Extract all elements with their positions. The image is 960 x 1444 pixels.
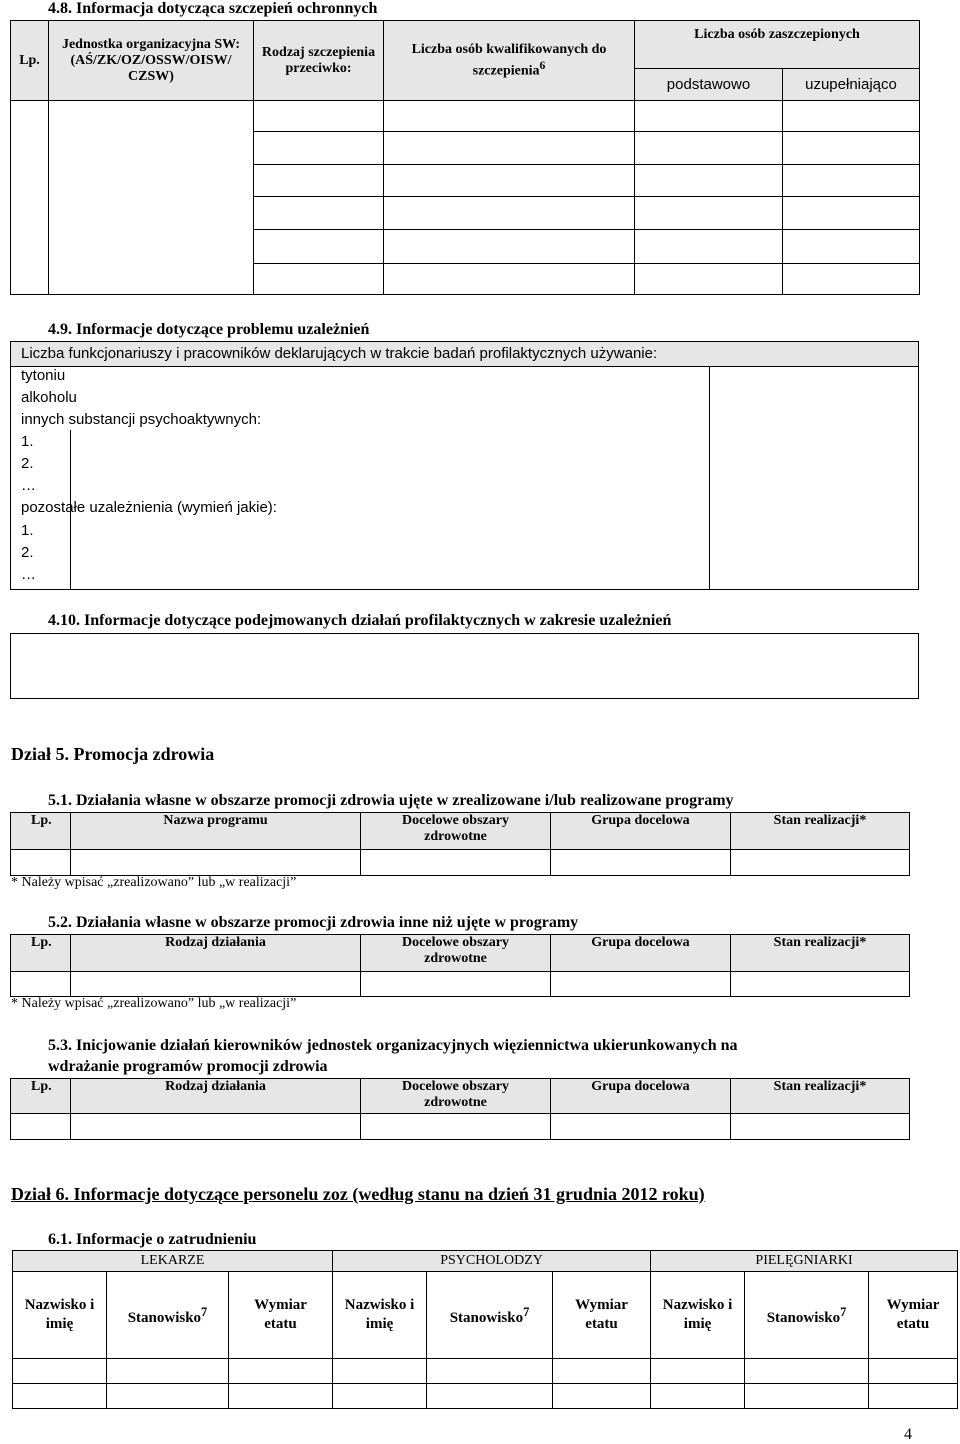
- col-qualified: [384, 21, 635, 101]
- section-5-2-title: 5.2. Działania własne w obszarze promocji zdrowia inne niż ujęte w programy: [48, 914, 579, 931]
- col-position-label: Stanowisko: [127, 1310, 202, 1326]
- row-item: …: [21, 566, 36, 583]
- table-cell[interactable]: [783, 230, 920, 264]
- table-cell[interactable]: [13, 1384, 107, 1409]
- section-4-8-title: 4.8. Informacja dotycząca szczepień ochronnych: [48, 0, 378, 17]
- col-fte: Wymiar etatu: [553, 1272, 651, 1359]
- col-lp: Lp.: [11, 813, 71, 850]
- col-target-areas: Docelowe obszary zdrowotne: [361, 935, 551, 972]
- row-item: 1.: [21, 522, 34, 539]
- table-cell[interactable]: [384, 264, 635, 295]
- col-status: Stan realizacji*: [731, 935, 910, 972]
- footnote-6: 6: [539, 58, 546, 72]
- col-target-group: Grupa docelowa: [551, 813, 731, 850]
- table-cell[interactable]: [254, 230, 384, 264]
- table-cell[interactable]: [254, 132, 384, 165]
- col-status: Stan realizacji*: [731, 1079, 910, 1114]
- table-cell[interactable]: [553, 1384, 651, 1409]
- col-name: Nazwisko i imię: [651, 1272, 745, 1359]
- table-cell[interactable]: [254, 101, 384, 132]
- cell-unit[interactable]: [49, 101, 254, 295]
- staff-table: [12, 1250, 958, 1409]
- col-position: [427, 1272, 553, 1359]
- table-cell[interactable]: [783, 264, 920, 295]
- group-doctors: LEKARZE: [13, 1251, 333, 1272]
- status-note: * Należy wpisać „zrealizowano” lub „w realizacji”: [11, 996, 297, 1011]
- section-5-1-title: 5.1. Działania własne w obszarze promocji zdrowia ujęte w zrealizowane i/lub realizowane programy: [48, 792, 734, 809]
- table-cell[interactable]: [254, 165, 384, 197]
- col-lp: Lp.: [11, 21, 49, 101]
- col-lp: Lp.: [11, 935, 71, 972]
- addiction-box: [10, 341, 919, 590]
- col-action-type: Rodzaj działania: [71, 935, 361, 972]
- prevention-input-box[interactable]: [10, 633, 919, 699]
- row-other-addictions: pozostałe uzależnienia (wymień jakie):: [21, 499, 277, 516]
- col-position: [107, 1272, 229, 1359]
- group-psychologists: PSYCHOLODZY: [333, 1251, 651, 1272]
- table-cell[interactable]: [745, 1359, 869, 1384]
- row-item: 1.: [21, 433, 34, 450]
- table-cell[interactable]: [384, 132, 635, 165]
- table-cell[interactable]: [384, 101, 635, 132]
- table-cell[interactable]: [384, 165, 635, 197]
- row-tobacco: tytoniu: [21, 367, 66, 384]
- col-position: [745, 1272, 869, 1359]
- col-target-group: Grupa docelowa: [551, 935, 731, 972]
- col-name: Nazwisko i imię: [13, 1272, 107, 1359]
- section-5-3-title-cont: wdrażanie programów promocji zdrowia: [48, 1058, 328, 1075]
- table-cell[interactable]: [107, 1359, 229, 1384]
- footnote-7: 7: [523, 1305, 530, 1319]
- table-cell[interactable]: [635, 197, 783, 230]
- column-divider: [709, 366, 710, 590]
- col-unit: Jednostka organizacyjna SW: (AŚ/ZK/OZ/OSSW/OISW/ CZSW): [49, 21, 254, 101]
- col-position-label: Stanowisko: [766, 1310, 841, 1326]
- table-cell[interactable]: [635, 264, 783, 295]
- table-cell[interactable]: [731, 1114, 910, 1140]
- table-cell[interactable]: [869, 1359, 958, 1384]
- col-target-areas: Docelowe obszary zdrowotne: [361, 1079, 551, 1114]
- col-action-type: Rodzaj działania: [71, 1079, 361, 1114]
- table-cell[interactable]: [651, 1359, 745, 1384]
- page-number: 4: [904, 1426, 912, 1443]
- table-cell[interactable]: [361, 850, 551, 876]
- col-fte: Wymiar etatu: [229, 1272, 333, 1359]
- table-cell[interactable]: [635, 230, 783, 264]
- col-status: Stan realizacji*: [731, 813, 910, 850]
- table-cell[interactable]: [229, 1384, 333, 1409]
- col-vaccine-type: Rodzaj szczepienia przeciwko:: [254, 21, 384, 101]
- footnote-7: 7: [201, 1305, 208, 1319]
- table-cell[interactable]: [651, 1384, 745, 1409]
- table-cell[interactable]: [551, 972, 731, 997]
- table-cell[interactable]: [11, 1114, 71, 1140]
- table-cell[interactable]: [635, 132, 783, 165]
- table-cell[interactable]: [333, 1384, 427, 1409]
- table-cell[interactable]: [427, 1384, 553, 1409]
- section-6-title: Dział 6. Informacje dotyczące personelu zoz (według stanu na dzień 31 grudnia 2012 roku): [11, 1184, 705, 1204]
- table-cell[interactable]: [869, 1384, 958, 1409]
- table-cell[interactable]: [783, 132, 920, 165]
- table-cell[interactable]: [229, 1359, 333, 1384]
- actions-table: [10, 934, 910, 997]
- table-cell[interactable]: [783, 101, 920, 132]
- section-4-9-title: 4.9. Informacje dotyczące problemu uzależnień: [48, 321, 370, 338]
- col-fte: Wymiar etatu: [869, 1272, 958, 1359]
- col-vaccinated: Liczba osób zaszczepionych: [635, 21, 920, 69]
- table-cell[interactable]: [13, 1359, 107, 1384]
- initiatives-table: [10, 1078, 910, 1140]
- table-cell[interactable]: [71, 1114, 361, 1140]
- section-4-10-title: 4.10. Informacje dotyczące podejmowanych działań profilaktycznych w zakresie uzależnień: [48, 612, 672, 629]
- row-item: 2.: [21, 544, 34, 561]
- section-6-1-title: 6.1. Informacje o zatrudnieniu: [48, 1231, 257, 1248]
- col-lp: Lp.: [11, 1079, 71, 1114]
- col-position-label: Stanowisko: [449, 1310, 524, 1326]
- col-supplementary: uzupełniająco: [783, 69, 920, 101]
- table-cell[interactable]: [783, 165, 920, 197]
- table-cell[interactable]: [11, 850, 71, 876]
- table-cell[interactable]: [333, 1359, 427, 1384]
- table-cell[interactable]: [254, 264, 384, 295]
- group-nurses: PIELĘGNIARKI: [651, 1251, 958, 1272]
- vaccination-table: [10, 20, 920, 295]
- table-cell[interactable]: [107, 1384, 229, 1409]
- table-cell[interactable]: [783, 197, 920, 230]
- table-cell[interactable]: [254, 197, 384, 230]
- col-name: Nazwisko i imię: [333, 1272, 427, 1359]
- table-cell[interactable]: [11, 972, 71, 997]
- table-cell[interactable]: [731, 972, 910, 997]
- status-note: * Należy wpisać „zrealizowano” lub „w realizacji”: [11, 875, 297, 890]
- table-cell[interactable]: [71, 972, 361, 997]
- cell-lp[interactable]: [11, 101, 49, 295]
- table-cell[interactable]: [384, 230, 635, 264]
- programs-table: [10, 812, 910, 876]
- table-cell[interactable]: [551, 1114, 731, 1140]
- col-qualified-label: Liczba osób kwalifikowanych do szczepienia: [411, 41, 607, 79]
- row-alcohol: alkoholu: [21, 389, 77, 406]
- col-target-group: Grupa docelowa: [551, 1079, 731, 1114]
- row-psychoactive: innych substancji psychoaktywnych:: [21, 411, 262, 428]
- table-cell[interactable]: [731, 850, 910, 876]
- table-cell[interactable]: [553, 1359, 651, 1384]
- row-item: 2.: [21, 455, 34, 472]
- table-cell[interactable]: [427, 1359, 553, 1384]
- section-5-3-title: 5.3. Inicjowanie działań kierowników jednostek organizacyjnych więziennictwa ukierunkowanych na: [48, 1037, 738, 1054]
- footnote-7: 7: [840, 1305, 847, 1319]
- col-basic: podstawowo: [635, 69, 783, 101]
- table-cell[interactable]: [361, 1114, 551, 1140]
- col-target-areas: Docelowe obszary zdrowotne: [361, 813, 551, 850]
- table-cell[interactable]: [635, 165, 783, 197]
- table-cell[interactable]: [635, 101, 783, 132]
- table-cell[interactable]: [551, 850, 731, 876]
- table-cell[interactable]: [745, 1384, 869, 1409]
- col-program-name: Nazwa programu: [71, 813, 361, 850]
- table-cell[interactable]: [71, 850, 361, 876]
- table-cell[interactable]: [361, 972, 551, 997]
- section-5-title: Dział 5. Promocja zdrowia: [11, 744, 215, 764]
- row-item: …: [21, 477, 36, 494]
- table-cell[interactable]: [384, 197, 635, 230]
- addiction-header: Liczba funkcjonariuszy i pracowników deklarujących w trakcie badań profilaktycznych używanie:: [11, 342, 918, 367]
